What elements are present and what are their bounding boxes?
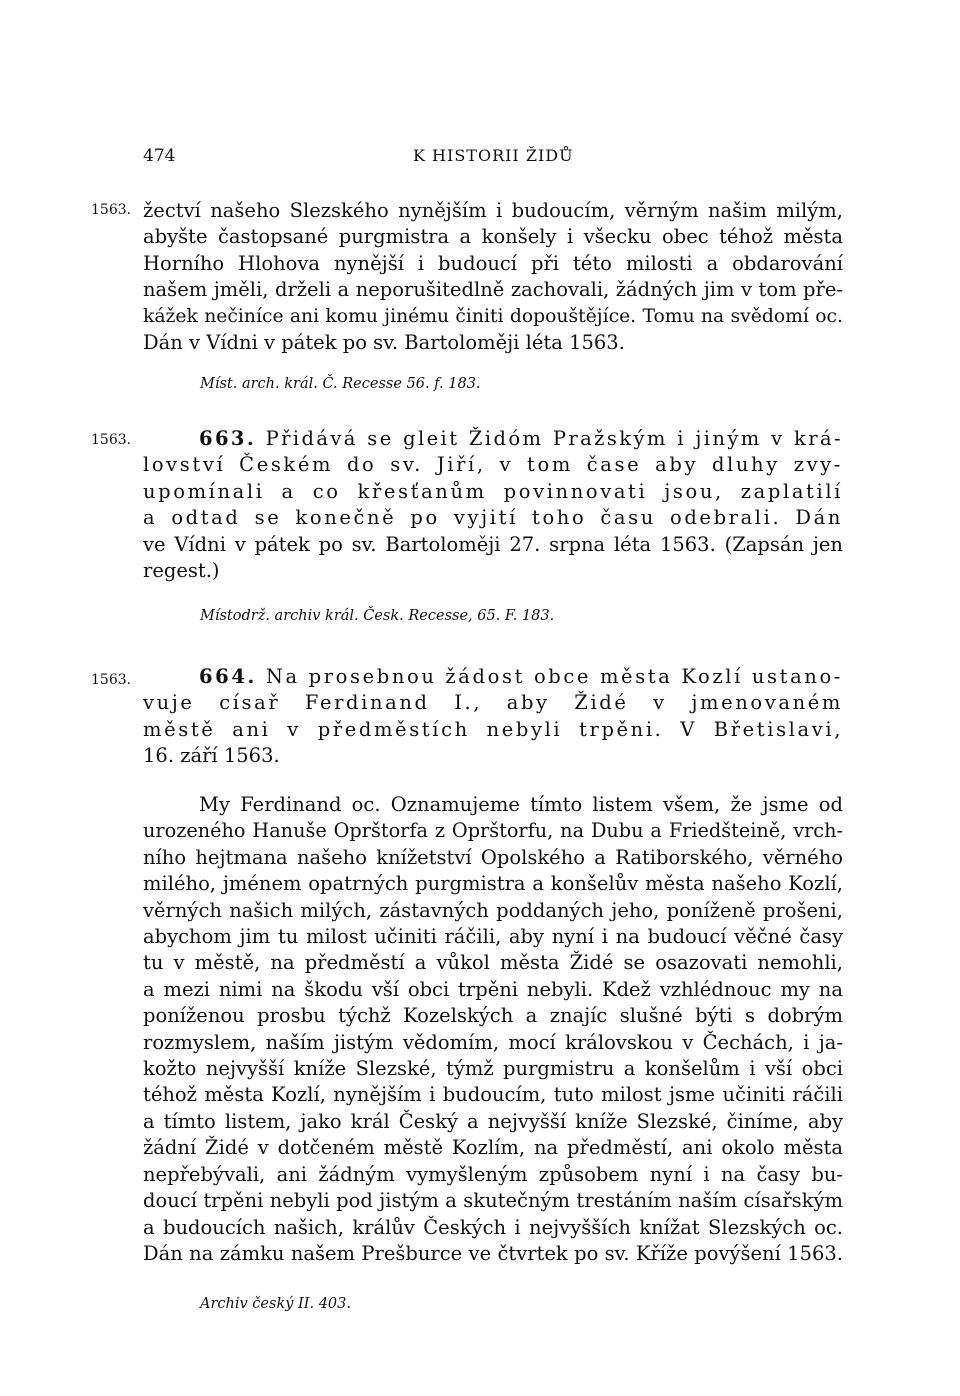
text-line: žádní Židé v dotčeném městě Kozlím, na předměstí, ani okolo města bbox=[143, 1136, 843, 1160]
text-line: věrných našich milých, zástavných poddaných jeho, poníženě prošeni, bbox=[143, 898, 843, 922]
text-line: Horního Hlohova nynější i budoucí při této milosti a obdarování bbox=[143, 251, 843, 275]
text-line: téhož města Kozlí, nynějším i budoucím, tuto milost jsme učiniti ráčili bbox=[143, 1083, 843, 1107]
source-citation: Míst. arch. král. Č. Recesse 56. f. 183. bbox=[200, 376, 481, 392]
entry-663 bbox=[143, 426, 843, 584]
text-line: ve Vídni v pátek po sv. Bartoloměji 27. srpna léta 1563. (Zapsán jen bbox=[143, 532, 843, 556]
text-line: žectví našeho Slezského nynějším i budoucím, věrným našim milým, bbox=[143, 199, 843, 222]
text-line: poníženou prosbu týchž Kozelských a znajíc slušné býti s dobrým bbox=[143, 1004, 843, 1028]
text-line: a tímto listem, jako král Český a nejvyšší kníže Slezské, činíme, aby bbox=[143, 1109, 843, 1133]
text-line: rozmyslem, naším jistým vědomím, mocí královskou v Čechách, i ja- bbox=[143, 1030, 843, 1054]
text-line: lovství Českém do sv. Jiří, v tom čase aby dluhy zvy- bbox=[143, 453, 843, 477]
entry-heading-line: 663. Přidává se gleit Židóm Pražským i jiným v krá- bbox=[199, 427, 843, 450]
text-line: městě ani v předměstích nebyli trpěni. V Břetislavi, bbox=[143, 717, 843, 741]
text-line: 16. září 1563. bbox=[143, 744, 280, 768]
entry-664 bbox=[143, 664, 843, 770]
text-line: a mezi nimi na škodu vší obci trpěni nebyli. Kdež vzhlédnouc my na bbox=[143, 977, 843, 1001]
text-line: abyšte častopsané purgmistra a konšely i všecku obec téhož města bbox=[143, 225, 843, 249]
charter-body bbox=[143, 792, 843, 1267]
text-line: a budoucích našich, králův Českých i nejvyšších knížat Slezských oc. bbox=[143, 1215, 843, 1239]
entry-heading-line: 664. Na prosebnou žádost obce města Kozlí ustano- bbox=[199, 665, 843, 688]
text-line: Dán na zámku našem Prešburce ve čtvrtek po sv. Kříže povýšení 1563. bbox=[143, 1241, 843, 1265]
text-line: kožto nejvyšší kníže Slezské, týmž purgmistru a konšelům i vší obci bbox=[143, 1057, 843, 1081]
text-line: upomínali a co křesťanům povinnovati jsou, zaplatilí bbox=[143, 479, 843, 503]
running-head: K HISTORII ŽIDŮ bbox=[413, 146, 574, 165]
entry-number: 663. bbox=[199, 427, 257, 450]
margin-year: 1563. bbox=[91, 432, 132, 448]
text-line: urozeného Hanuše Oprštorfa z Oprštorfu, na Dubu a Friedšteině, vrch- bbox=[143, 819, 843, 843]
text-line: ního hejtmana našeho knížetství Opolského a Ratiborského, věrného bbox=[143, 845, 843, 869]
text-line: My Ferdinand oc. Oznamujeme tímto listem všem, že jsme od bbox=[199, 793, 843, 816]
text-line: milého, jménem opatrných purgmistra a konšelův města našeho Kozlí, bbox=[143, 872, 843, 896]
continuation-paragraph bbox=[143, 198, 843, 356]
text-line: vuje císař Ferdinand I., aby Židé v jmenovaném bbox=[143, 691, 843, 715]
text-line: a odtad se konečně po vyjití toho času odebrali. Dán bbox=[143, 506, 843, 530]
margin-year: 1563. bbox=[91, 672, 132, 688]
source-citation: Místodrž. archiv král. Česk. Recesse, 65. F. 183. bbox=[200, 608, 555, 624]
text-line: regest.) bbox=[143, 559, 220, 583]
text-line: doucí trpěni nebyli pod jistým a skutečným trestáním naším císařským bbox=[143, 1189, 843, 1213]
text-line: nepřebývali, ani žádným vymyšleným způsobem nyní i na časy bu- bbox=[143, 1162, 843, 1186]
text-line: Dán v Vídni v pátek po sv. Bartoloměji léta 1563. bbox=[143, 331, 625, 355]
text-line: abychom jim tu milost učiniti ráčili, aby nyní i na budoucí věčné časy bbox=[143, 925, 843, 949]
page-number: 474 bbox=[143, 146, 176, 166]
source-citation: Archiv český II. 403. bbox=[200, 1296, 351, 1312]
page-header bbox=[143, 146, 843, 170]
entry-number: 664. bbox=[199, 665, 257, 688]
text-line: kážek nečiníce ani komu jinému činiti dopouštějíce. Tomu na svědomí oc. bbox=[143, 305, 843, 327]
text-line: našem jměli, drželi a neporušitedlně zachovali, žádných jim v tom pře- bbox=[143, 278, 843, 302]
text-line: tu v městě, na předměstí a vůkol města Židé se osazovati nemohli, bbox=[143, 951, 843, 975]
margin-year: 1563. bbox=[91, 202, 132, 218]
